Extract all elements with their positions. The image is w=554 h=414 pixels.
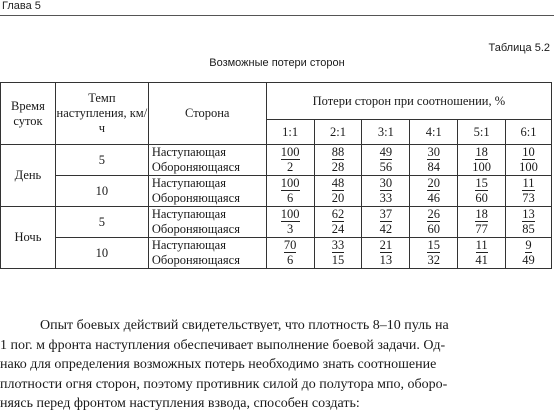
loss-attacker-value: 18 bbox=[475, 145, 488, 159]
loss-attacker bbox=[362, 207, 409, 222]
ratio-header: 6:1 bbox=[506, 120, 552, 145]
loss-attacker-value: 30 bbox=[427, 145, 440, 159]
loss-defender-value: 100 bbox=[519, 160, 538, 174]
tempo-cell: 10 bbox=[55, 238, 148, 269]
loss-defender-value: 32 bbox=[427, 253, 440, 267]
losses-table bbox=[0, 82, 552, 269]
body-paragraph bbox=[0, 316, 554, 414]
loss-defender-value: 41 bbox=[475, 253, 488, 267]
loss-cell bbox=[266, 145, 314, 176]
loss-cell bbox=[362, 238, 410, 269]
table-body bbox=[1, 145, 552, 269]
side-defender: Обороняющаяся bbox=[151, 222, 240, 236]
loss-defender-value: 60 bbox=[427, 222, 440, 236]
loss-attacker-value: 49 bbox=[379, 145, 393, 159]
loss-defender-value: 77 bbox=[475, 222, 488, 236]
loss-cell bbox=[458, 145, 506, 176]
loss-attacker-value: 13 bbox=[522, 207, 535, 221]
table-row bbox=[1, 176, 552, 207]
loss-attacker bbox=[506, 238, 551, 253]
loss-attacker-value: 100 bbox=[280, 176, 300, 190]
chapter-header: Глава 5 bbox=[2, 0, 41, 12]
loss-attacker-value: 15 bbox=[427, 238, 440, 252]
loss-cell bbox=[266, 176, 314, 207]
loss-defender-value: 28 bbox=[331, 160, 345, 174]
loss-cell bbox=[362, 207, 410, 238]
loss-cell bbox=[458, 176, 506, 207]
loss-defender-value: 49 bbox=[522, 253, 535, 267]
loss-attacker bbox=[315, 176, 362, 191]
loss-attacker bbox=[410, 207, 457, 222]
side-defender: Обороняющаяся bbox=[151, 253, 240, 267]
loss-defender-value: 3 bbox=[287, 222, 294, 236]
loss-attacker bbox=[267, 145, 314, 160]
side-attacker: Наступающая bbox=[151, 145, 226, 159]
loss-attacker bbox=[267, 207, 314, 222]
loss-cell bbox=[506, 238, 552, 269]
loss-defender-value: 84 bbox=[427, 160, 440, 174]
loss-attacker bbox=[362, 145, 409, 160]
loss-cell bbox=[410, 238, 458, 269]
table-number: Таблица 5.2 bbox=[488, 42, 550, 54]
loss-attacker bbox=[506, 145, 551, 160]
table-row bbox=[1, 207, 552, 238]
col-header-losses: Потери сторон при соотношении, % bbox=[266, 83, 551, 120]
tempo-cell: 10 bbox=[55, 176, 148, 207]
loss-attacker-value: 100 bbox=[280, 207, 300, 221]
ratio-header: 2:1 bbox=[314, 120, 362, 145]
loss-attacker-value: 62 bbox=[331, 207, 345, 221]
loss-attacker bbox=[506, 207, 551, 222]
loss-attacker-value: 70 bbox=[283, 238, 297, 252]
loss-attacker bbox=[315, 207, 362, 222]
loss-cell bbox=[458, 238, 506, 269]
side-defender: Обороняющаяся bbox=[151, 160, 240, 174]
loss-defender-value: 24 bbox=[331, 222, 345, 236]
side-cell bbox=[148, 145, 266, 176]
table-row bbox=[1, 238, 552, 269]
loss-defender-value: 15 bbox=[331, 253, 345, 267]
loss-attacker-value: 20 bbox=[427, 176, 440, 190]
loss-attacker bbox=[506, 176, 551, 191]
side-cell bbox=[148, 238, 266, 269]
loss-attacker bbox=[362, 238, 409, 253]
loss-cell bbox=[410, 145, 458, 176]
loss-defender-value: 6 bbox=[287, 253, 294, 267]
loss-cell bbox=[458, 207, 506, 238]
loss-cell bbox=[506, 207, 552, 238]
loss-attacker bbox=[315, 145, 362, 160]
loss-attacker-value: 88 bbox=[331, 145, 345, 159]
tempo-cell: 5 bbox=[55, 145, 148, 176]
time-of-day: Ночь bbox=[1, 207, 56, 269]
loss-defender-value: 73 bbox=[522, 191, 535, 205]
loss-attacker bbox=[458, 207, 505, 222]
header-rule bbox=[0, 15, 554, 16]
loss-attacker-value: 10 bbox=[522, 145, 535, 159]
loss-cell bbox=[362, 145, 410, 176]
paragraph-line: 1 пог. м фронта наступления обеспечивает выполнение боевой задачи. Од- bbox=[0, 337, 446, 353]
ratio-header: 1:1 bbox=[266, 120, 314, 145]
loss-attacker bbox=[267, 238, 314, 253]
loss-defender-value: 85 bbox=[522, 222, 535, 236]
loss-defender-value: 33 bbox=[379, 191, 393, 205]
loss-attacker bbox=[410, 238, 457, 253]
loss-defender-value: 100 bbox=[472, 160, 491, 174]
loss-defender-value: 6 bbox=[287, 191, 294, 205]
loss-defender-value: 42 bbox=[379, 222, 393, 236]
tempo-cell: 5 bbox=[55, 207, 148, 238]
table-title: Возможные потери сторон bbox=[209, 57, 345, 69]
loss-attacker-value: 11 bbox=[522, 176, 535, 190]
loss-defender-value: 56 bbox=[379, 160, 393, 174]
paragraph-line: нако для определения возможных потерь необходимо знать соотношение bbox=[0, 357, 437, 372]
side-attacker: Наступающая bbox=[151, 176, 226, 190]
loss-attacker-value: 48 bbox=[331, 176, 345, 190]
loss-attacker-value: 26 bbox=[427, 207, 440, 221]
loss-cell bbox=[362, 176, 410, 207]
loss-cell bbox=[266, 238, 314, 269]
paragraph-line: няясь перед фронтом наступления взвода, способен создать: bbox=[0, 396, 360, 411]
loss-cell bbox=[314, 145, 362, 176]
loss-cell bbox=[410, 176, 458, 207]
loss-attacker-value: 100 bbox=[280, 145, 300, 159]
loss-cell bbox=[410, 207, 458, 238]
loss-defender-value: 13 bbox=[379, 253, 393, 267]
col-header-tempo: Темп наступления, км/ч bbox=[55, 83, 148, 145]
loss-attacker-value: 33 bbox=[331, 238, 345, 252]
loss-defender-value: 60 bbox=[475, 191, 488, 205]
loss-attacker-value: 11 bbox=[475, 238, 488, 252]
ratio-header: 5:1 bbox=[458, 120, 506, 145]
side-defender: Обороняющаяся bbox=[151, 191, 240, 205]
side-cell bbox=[148, 207, 266, 238]
loss-attacker-value: 9 bbox=[525, 238, 532, 252]
paragraph-line: Опыт боевых действий свидетельствует, что плотность 8–10 пуль на bbox=[40, 318, 449, 333]
loss-cell bbox=[506, 145, 552, 176]
loss-attacker bbox=[410, 145, 457, 160]
loss-defender-value: 2 bbox=[287, 160, 294, 174]
loss-defender-value: 46 bbox=[427, 191, 440, 205]
loss-defender-value: 20 bbox=[331, 191, 345, 205]
side-attacker: Наступающая bbox=[151, 207, 226, 221]
loss-attacker-value: 18 bbox=[475, 207, 488, 221]
table-row bbox=[1, 145, 552, 176]
loss-attacker bbox=[410, 176, 457, 191]
loss-attacker bbox=[267, 176, 314, 191]
paragraph-line: плотности огня сторон, поэтому противник силой до полутора мпо, оборо- bbox=[0, 376, 448, 392]
loss-cell bbox=[314, 238, 362, 269]
loss-attacker bbox=[362, 176, 409, 191]
col-header-side: Сторона bbox=[148, 83, 266, 145]
loss-attacker bbox=[458, 238, 505, 253]
header-row bbox=[1, 83, 552, 120]
col-header-time: Время суток bbox=[1, 83, 56, 145]
ratio-header: 4:1 bbox=[410, 120, 458, 145]
ratio-header: 3:1 bbox=[362, 120, 410, 145]
side-attacker: Наступающая bbox=[151, 238, 226, 252]
loss-cell bbox=[266, 207, 314, 238]
loss-cell bbox=[314, 207, 362, 238]
loss-attacker bbox=[315, 238, 362, 253]
loss-attacker-value: 15 bbox=[475, 176, 488, 190]
loss-attacker bbox=[458, 176, 505, 191]
loss-cell bbox=[506, 176, 552, 207]
time-of-day: День bbox=[1, 145, 56, 207]
loss-attacker-value: 30 bbox=[379, 176, 393, 190]
loss-attacker-value: 37 bbox=[379, 207, 393, 221]
loss-attacker-value: 21 bbox=[379, 238, 393, 252]
loss-attacker bbox=[458, 145, 505, 160]
loss-cell bbox=[314, 176, 362, 207]
side-cell bbox=[148, 176, 266, 207]
